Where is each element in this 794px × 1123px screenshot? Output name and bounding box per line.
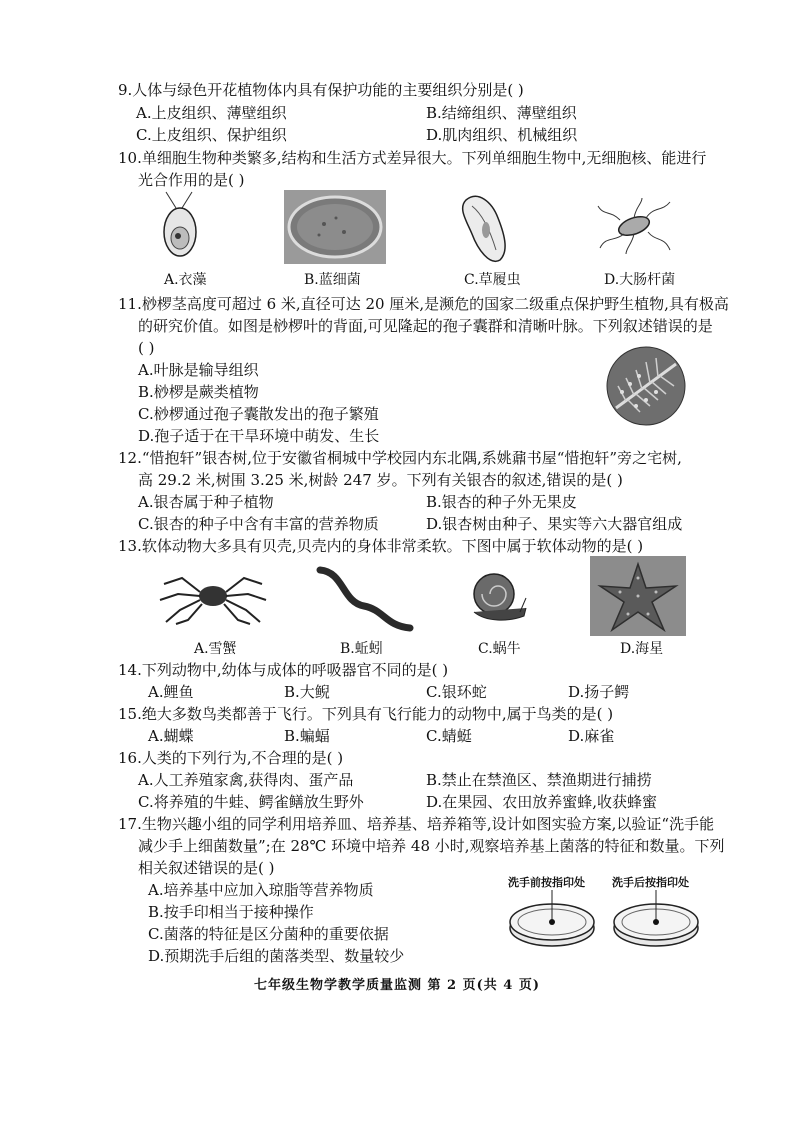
q10-caption-c: C.草履虫 — [464, 272, 521, 288]
q14-stem: 14.下列动物中,幼体与成体的呼吸器官不同的是( ) — [118, 661, 449, 679]
q9-stem: 9.人体与绿色开花植物体内具有保护功能的主要组织分别是( ) — [118, 81, 524, 99]
petri-dish-after-image — [612, 888, 700, 950]
q15-option-d: D.麻雀 — [568, 727, 615, 745]
tree-fern-leaf-image — [606, 346, 686, 426]
q17-stem-line2: 减少手上细菌数量”;在 28℃ 环境中培养 48 小时,观察培养基上菌落的特征和数量。下列 — [138, 837, 725, 855]
q12-option-c: C.银杏的种子中含有丰富的营养物质 — [138, 515, 379, 533]
q11-option-a: A.叶脉是输导组织 — [138, 361, 259, 379]
q12-stem-line2: 高 29.2 米,树围 3.25 米,树龄 247 岁。下列有关银杏的叙述,错误的是( ) — [138, 471, 623, 489]
q9-option-c: C.上皮组织、保护组织 — [136, 126, 287, 144]
q17-stem-line1: 17.生物兴趣小组的同学利用培养皿、培养基、培养箱等,设计如图实验方案,以验证“洗手能 — [118, 815, 715, 833]
q17-option-c: C.菌落的特征是区分菌种的重要依据 — [148, 925, 389, 943]
q13-caption-a: A.雪蟹 — [194, 641, 237, 657]
q16-stem: 16.人类的下列行为,不合理的是( ) — [118, 749, 344, 767]
snail-image — [464, 568, 528, 628]
q17-option-d: D.预期洗手后组的菌落类型、数量较少 — [148, 947, 405, 965]
q15-option-c: C.蜻蜓 — [426, 727, 472, 745]
q12-option-b: B.银杏的种子外无果皮 — [426, 493, 577, 511]
q13-caption-c: C.蜗牛 — [478, 641, 521, 657]
q16-option-b: B.禁止在禁渔区、禁渔期进行捕捞 — [426, 771, 652, 789]
q11-option-b: B.桫椤是蕨类植物 — [138, 383, 259, 401]
dish-label-after: 洗手后按指印处 — [612, 876, 689, 889]
q9-option-b: B.结缔组织、薄壁组织 — [426, 104, 577, 122]
q17-stem-line3: 相关叙述错误的是( ) — [138, 859, 275, 877]
earthworm-image — [314, 562, 414, 636]
q17-option-b: B.按手印相当于接种操作 — [148, 903, 314, 921]
q10-caption-a: A.衣藻 — [164, 272, 207, 288]
q10-caption-b: B.蓝细菌 — [304, 272, 361, 288]
q13-stem: 13.软体动物大多具有贝壳,贝壳内的身体非常柔软。下图中属于软体动物的是( ) — [118, 537, 644, 555]
q11-option-d: D.孢子适于在干旱环境中萌发、生长 — [138, 427, 380, 445]
cyanobacteria-image — [284, 190, 386, 264]
snow-crab-image — [158, 566, 268, 626]
q11-stem-line3: ( ) — [138, 339, 155, 357]
q17-option-a: A.培养基中应加入琼脂等营养物质 — [148, 881, 374, 899]
q16-option-a: A.人工养殖家禽,获得肉、蛋产品 — [138, 771, 354, 789]
q15-option-a: A.蝴蝶 — [148, 727, 194, 745]
q10-stem-line2: 光合作用的是( ) — [138, 171, 245, 189]
q14-option-c: C.银环蛇 — [426, 683, 487, 701]
q11-stem-line1: 11.桫椤茎高度可超过 6 米,直径可达 20 厘米,是濒危的国家二级重点保护野生植物,具有极高 — [118, 295, 729, 313]
q10-stem-line1: 10.单细胞生物种类繁多,结构和生活方式差异很大。下列单细胞生物中,无细胞核、能进行 — [118, 149, 707, 167]
q13-caption-d: D.海星 — [620, 641, 664, 657]
q11-option-c: C.桫椤通过孢子囊散发出的孢子繁殖 — [138, 405, 379, 423]
petri-dish-before-image — [508, 888, 596, 950]
starfish-image — [590, 556, 686, 636]
paramecium-image — [456, 190, 516, 264]
q12-option-d: D.银杏树由种子、果实等六大器官组成 — [426, 515, 683, 533]
q13-caption-b: B.蚯蚓 — [340, 641, 383, 657]
q9-option-a: A.上皮组织、薄壁组织 — [136, 104, 287, 122]
q12-option-a: A.银杏属于种子植物 — [138, 493, 274, 511]
q14-option-a: A.鲤鱼 — [148, 683, 194, 701]
e-coli-image — [596, 196, 672, 256]
q16-option-d: D.在果园、农田放养蜜蜂,收获蜂蜜 — [426, 793, 658, 811]
q10-caption-d: D.大肠杆菌 — [604, 272, 676, 288]
q16-option-c: C.将养殖的牛蛙、鳄雀鳝放生野外 — [138, 793, 364, 811]
q11-stem-line2: 的研究价值。如图是桫椤叶的背面,可见隆起的孢子囊群和清晰叶脉。下列叙述错误的是 — [138, 317, 713, 335]
q14-option-b: B.大鲵 — [284, 683, 330, 701]
q15-stem: 15.绝大多数鸟类都善于飞行。下列具有飞行能力的动物中,属于鸟类的是( ) — [118, 705, 614, 723]
page-footer: 七年级生物学教学质量监测 第 2 页(共 4 页) — [253, 978, 541, 993]
q14-option-d: D.扬子鳄 — [568, 683, 630, 701]
q12-stem-line1: 12.“惜抱轩”银杏树,位于安徽省桐城中学校园内东北隅,系姚鼐书屋“惜抱轩”旁之宅树, — [118, 449, 682, 467]
chlamydomonas-image — [158, 190, 208, 262]
dish-label-before: 洗手前按指印处 — [508, 876, 585, 889]
q9-option-d: D.肌肉组织、机械组织 — [426, 126, 578, 144]
q15-option-b: B.蝙蝠 — [284, 727, 330, 745]
